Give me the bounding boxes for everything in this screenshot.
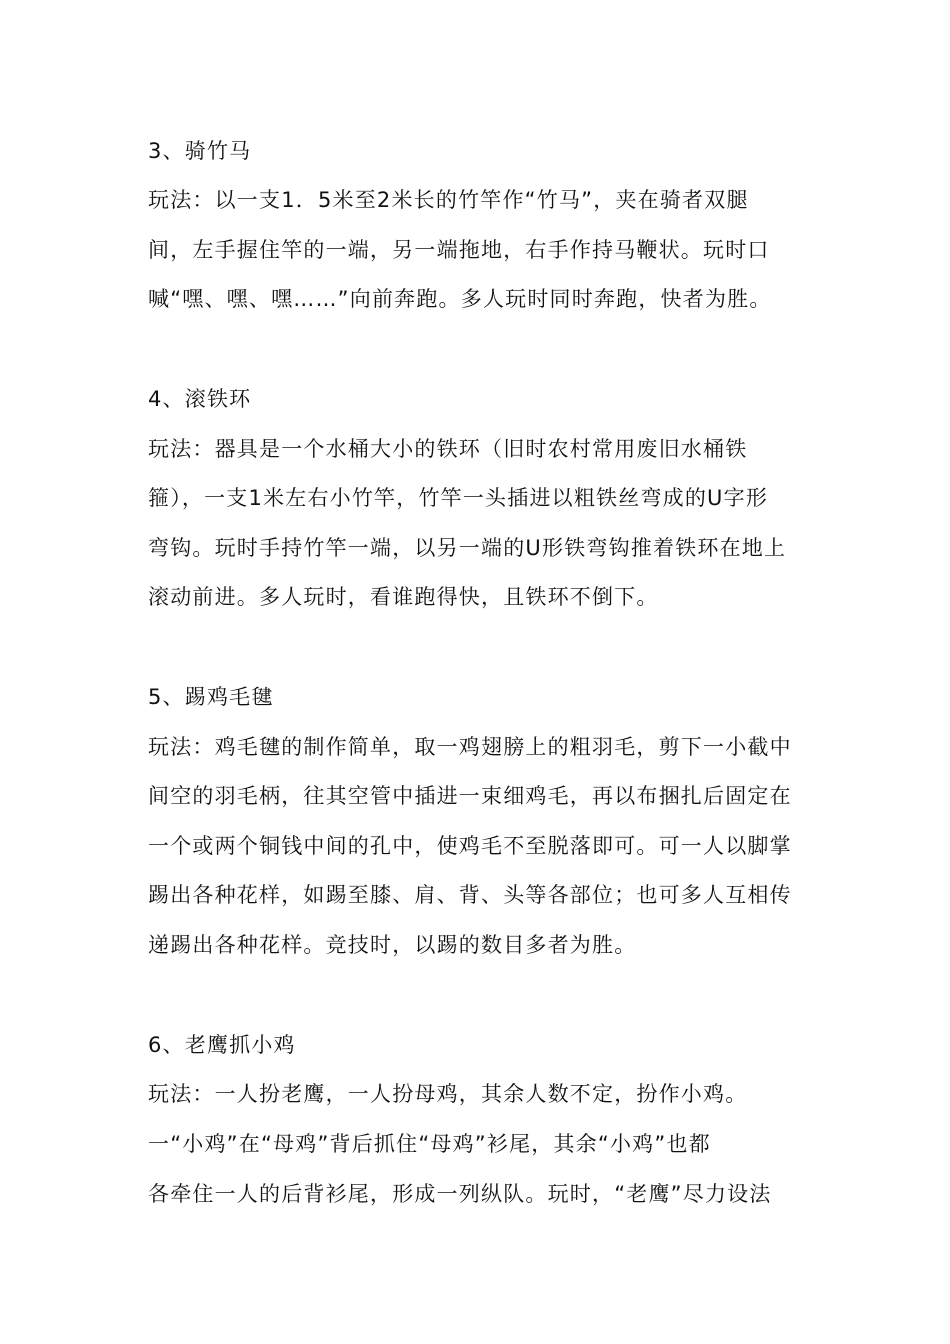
section-3-line-2: 间，左手握住竿的一端，另一端拖地，右手作持马鞭状。玩时口	[148, 238, 770, 262]
section-5-line-2: 间空的羽毛柄，往其空管中插进一束细鸡毛，再以布捆扎后固定在	[148, 784, 792, 808]
section-4-line-3: 弯钩。玩时手持竹竿一端，以另一端的U形铁弯钩推着铁环在地上	[148, 536, 787, 560]
section-5-line-3: 一个或两个铜钱中间的孔中，使鸡毛不至脱落即可。可一人以脚掌	[148, 834, 792, 858]
section-6-line-1: 玩法：一人扮老鹰，一人扮母鸡，其余人数不定，扮作小鸡。	[148, 1082, 748, 1106]
section-5-line-1: 玩法：鸡毛毽的制作简单，取一鸡翅膀上的粗羽毛，剪下一小截中	[148, 735, 792, 759]
section-3-line-3: 喊“嘿、嘿、嘿……”向前奔跑。多人玩时同时奔跑，快者为胜。	[148, 287, 772, 311]
section-5-line-5: 递踢出各种花样。竞技时，以踢的数目多者为胜。	[148, 933, 637, 957]
section-6-heading: 6、老鹰抓小鸡	[148, 1033, 296, 1057]
section-4-line-1: 玩法：器具是一个水桶大小的铁环（旧时农村常用废旧水桶铁	[148, 437, 748, 461]
section-4-line-4: 滚动前进。多人玩时，看谁跑得快，且铁环不倒下。	[148, 585, 659, 609]
section-4-heading: 4、滚铁环	[148, 387, 252, 411]
section-6-line-2: 一“小鸡”在“母鸡”背后抓住“母鸡”衫尾，其余“小鸡”也都	[148, 1132, 711, 1156]
section-3-line-1: 玩法：以一支1．5米至2米长的竹竿作“竹马”，夹在骑者双腿	[148, 188, 749, 212]
section-6-line-3: 各牵住一人的后背衫尾，形成一列纵队。玩时，“老鹰”尽力设法	[148, 1182, 772, 1206]
section-3-heading: 3、骑竹马	[148, 139, 252, 163]
section-4-line-2: 箍），一支1米左右小竹竿，竹竿一头插进以粗铁丝弯成的U字形	[148, 486, 769, 510]
section-5-line-4: 踢出各种花样，如踢至膝、肩、背、头等各部位；也可多人互相传	[148, 883, 792, 907]
section-5-heading: 5、踢鸡毛毽	[148, 685, 274, 709]
